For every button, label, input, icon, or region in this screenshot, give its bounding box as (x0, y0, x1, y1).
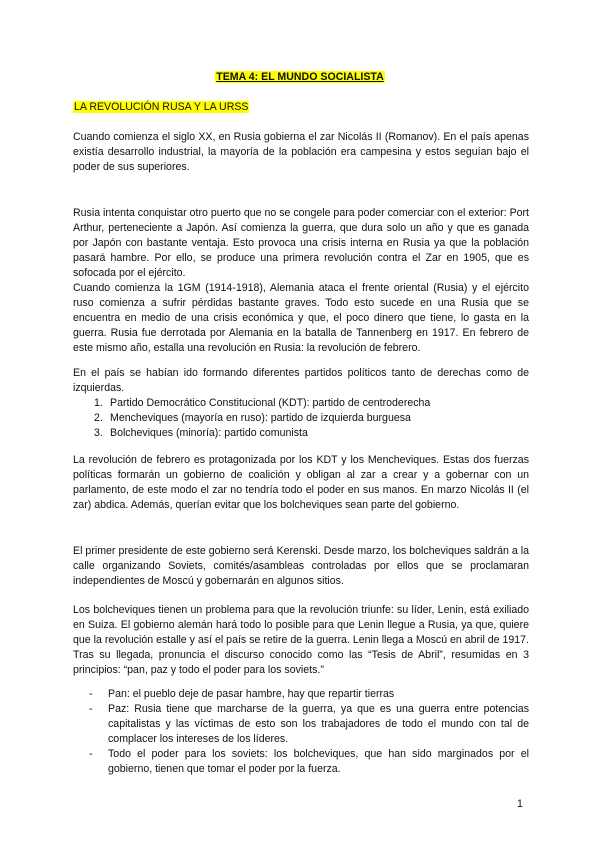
section-heading (73, 100, 249, 115)
paragraph-kerenski: El primer presidente de este gobierno será Kerenski. Desde marzo, los bolcheviques saldrán a la calle organizando Soviets, comités/asambleas controladas por ellos que se proclamaran independientes de Moscú y gobernarán en algunos sitios. (73, 545, 529, 587)
document-title-text: TEMA 4: EL MUNDO SOCIALISTA (216, 71, 384, 83)
list-item: 1. Partido Democrático Constitucional (KDT): partido de centroderecha (94, 397, 431, 409)
document-title (0, 70, 600, 85)
paragraph-1gm: Cuando comienza la 1GM (1914-1918), Alemania ataca el frente oriental (Rusia) y el ejército ruso comienza a sufrir pérdidas bastante graves. Todo esto sucede en una Rusia que se encuentra en medio de una crisis económica y que, el poco dinero que tiene, lo gasta en la guerra. Rusia fue derrotada por Alemania en la batalla de Tannenberg en 1917. En febrero de este mismo año, estalla una revolución en Rusia: la revolución de febrero. (73, 282, 529, 354)
parties-list (94, 396, 524, 441)
list-item: - Todo el poder para los soviets: los bolcheviques, que han sido marginados por el gobierno, tienen que tomar el poder por la fuerza. (89, 748, 529, 775)
principles-list (89, 687, 529, 777)
list-item: - Paz: Rusia tiene que marcharse de la guerra, ya que es una guerra entre potencias capitalistas y las víctimas de esto son los trabajadores de todo el mundo con tal de complacer los intereses de los líderes. (89, 703, 529, 745)
paragraph-revolucion-febrero: La revolución de febrero es protagonizada por los KDT y los Mencheviques. Estas dos fuerzas políticas formarán un gobierno de coalición y obligan al zar a crear y a gobernar con un parlamento, de este modo el zar no tendría todo el poder en sus manos. En marzo Nicolás II (el zar) abdica. Además, querían evitar que los bolcheviques sean parte del gobierno. (73, 454, 529, 511)
paragraph-lenin: Los bolcheviques tienen un problema para que la revolución triunfe: su líder, Lenin, está exiliado en Suiza. El gobierno alemán hará todo lo posible para que Lenin llegue a Rusia, ya que, quiere que la revolución estalle y así el país se retire de la guerra. Lenin llega a Moscú en abril de 1917. Tras su llegada, pronuncia el discurso conocido como las “Tesis de Abril”, resumidas en 3 principios: “pan, paz y todo el poder para los soviets.” (73, 604, 529, 676)
list-item: - Pan: el pueblo deje de pasar hambre, hay que repartir tierras (89, 688, 395, 700)
paragraph-partidos: En el país se habían ido formando diferentes partidos políticos tanto de derechas como de izquierdas. (73, 367, 529, 394)
page-number: 1 (517, 798, 523, 810)
section-heading-text: LA REVOLUCIÓN RUSA Y LA URSS (74, 101, 249, 113)
paragraph-zar: Cuando comienza el siglo XX, en Rusia gobierna el zar Nicolás II (Romanov). En el país apenas existía desarrollo industrial, la mayoría de la población era campesina y estos seguían bajo el poder de sus superiores. (73, 131, 529, 173)
paragraph-port-arthur: Rusia intenta conquistar otro puerto que no se congele para poder comerciar con el exterior: Port Arthur, perteneciente a Japón. Así comienza la guerra, que dura solo un año y que es ganada por Japón con bastante ventaja. Esto provoca una crisis interna en Rusia ya que la población pasará hambre. Por ello, se produce una primera revolución contra el Zar en 1905, que es sofocada por el ejército. (73, 207, 529, 279)
list-item: 3. Bolcheviques (minoría): partido comunista (94, 427, 308, 439)
list-item: 2. Mencheviques (mayoría en ruso): partido de izquierda burguesa (94, 412, 411, 424)
